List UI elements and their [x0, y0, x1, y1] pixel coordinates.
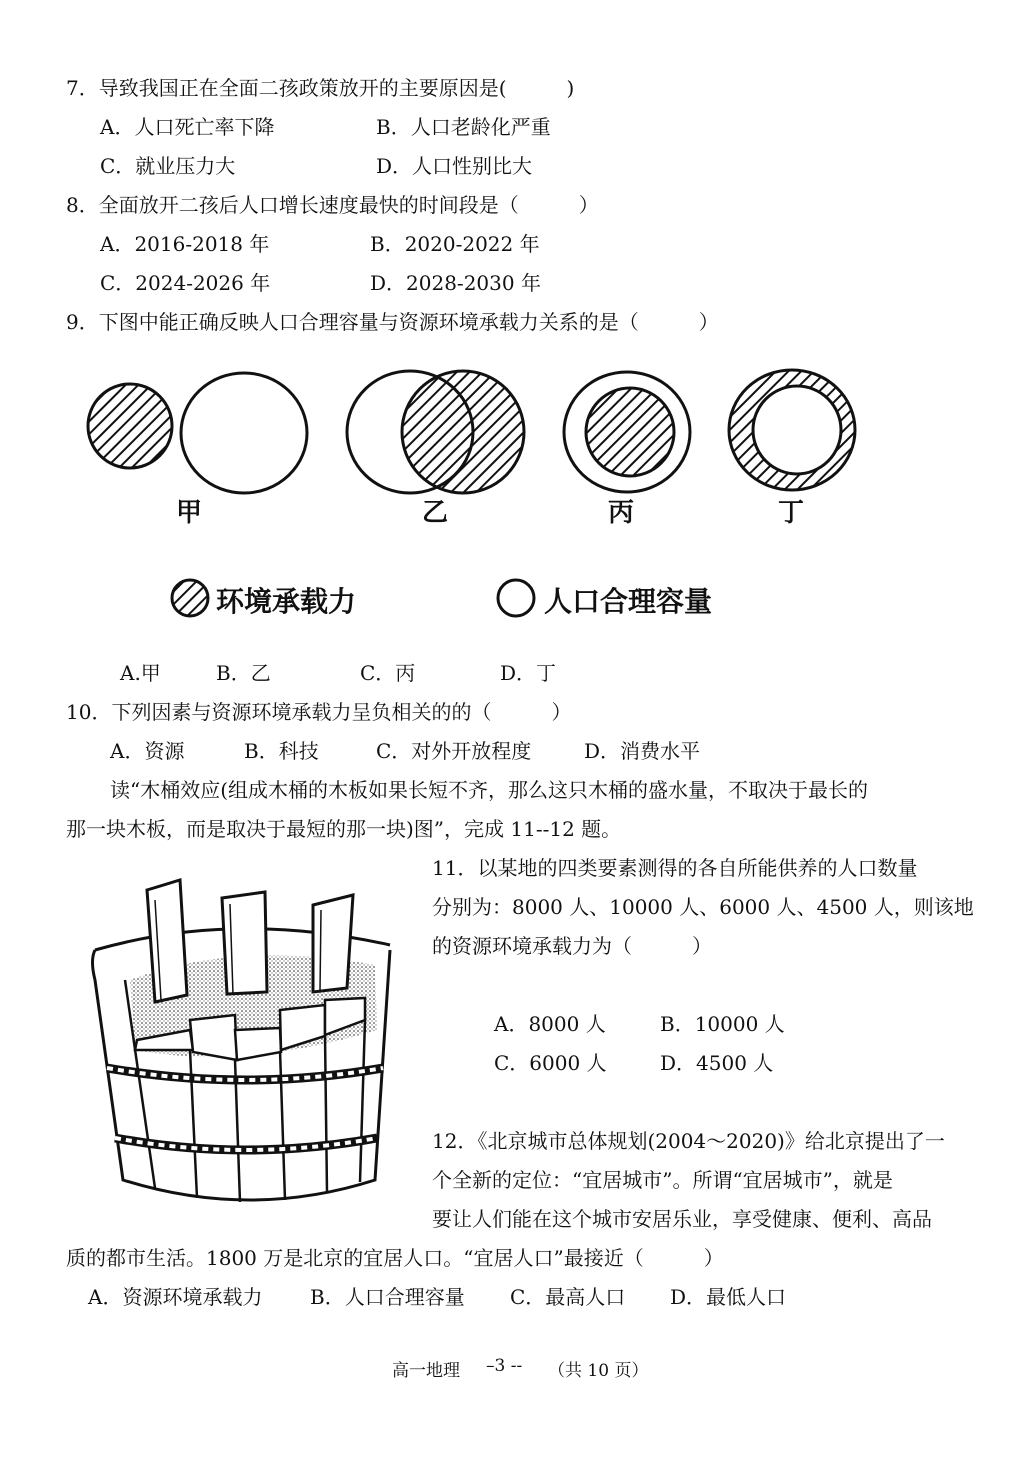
footer-subject: 高一地理	[392, 1361, 460, 1381]
q12-line-2: 个全新的定位：“宜居城市”。所谓“宜居城市”，就是	[432, 1168, 893, 1192]
legend-plain-icon	[498, 580, 534, 616]
q12-option-d: D．最低人口	[670, 1285, 787, 1309]
q12-line-3: 要让人们能在这个城市安居乐业，享受健康、便利、高品	[432, 1207, 932, 1231]
q7-stem: 7．导致我国正在全面二孩政策放开的主要原因是( )	[66, 76, 575, 100]
q10-option-c: C．对外开放程度	[376, 739, 532, 763]
q8-option-d: D．2028-2030 年	[370, 271, 541, 295]
figure-label-ding: 丁	[778, 498, 805, 528]
q10-option-b: B．科技	[244, 739, 319, 763]
q7-option-d: D．人口性别比大	[376, 154, 533, 178]
q12-option-b: B．人口合理容量	[310, 1285, 465, 1309]
q11-line-2: 分别为：8000 人、10000 人、6000 人、4500 人，则该地	[432, 895, 974, 919]
q8-stem: 8．全面放开二孩后人口增长速度最快的时间段是（ ）	[66, 193, 599, 217]
q8-option-b: B．2020-2022 年	[370, 232, 540, 256]
figure-label-yi: 乙	[422, 498, 449, 528]
wooden-bucket-figure	[85, 870, 415, 1230]
q11-line-3: 的资源环境承载力为（ ）	[432, 934, 712, 958]
legend-hatched-icon	[172, 580, 208, 616]
figure-yi	[347, 371, 524, 493]
figure-label-jia: 甲	[176, 498, 203, 528]
q12-line-4: 质的都市生活。1800 万是北京的宜居人口。“宜居人口”最接近（ ）	[66, 1246, 724, 1270]
q11-option-d: D．4500 人	[660, 1051, 774, 1075]
q11-line-1: 11．以某地的四类要素测得的各自所能供养的人口数量	[432, 856, 918, 880]
figure-ding	[729, 370, 855, 490]
footer-page-number: –3 --	[486, 1356, 523, 1376]
q9-option-c: C．丙	[360, 661, 416, 685]
q12-option-c: C．最高人口	[510, 1285, 626, 1309]
q9-option-d: D．丁	[500, 661, 557, 685]
q8-option-a: A．2016-2018 年	[100, 232, 270, 256]
reading-line-1: 读“木桶效应(组成木桶的木板如果长短不齐，那么这只木桶的盛水量，不取决于最长的	[110, 778, 869, 802]
circles-figure	[0, 0, 1031, 700]
q10-option-a: A．资源	[110, 739, 185, 763]
q10-stem: 10．下列因素与资源环境承载力呈负相关的的（ ）	[66, 700, 572, 724]
figure-label-bing: 丙	[608, 498, 635, 528]
q9-option-a: A.甲	[120, 661, 161, 685]
footer-total-pages: （共 10 页）	[548, 1361, 649, 1381]
q12-line-1: 12．《北京城市总体规划(2004～2020)》给北京提出了一	[432, 1129, 945, 1153]
reading-line-2: 那一块木板，而是取决于最短的那一块)图”，完成 11--12 题。	[66, 817, 622, 841]
q12-option-a: A．资源环境承载力	[88, 1285, 263, 1309]
q11-option-a: A．8000 人	[494, 1012, 606, 1036]
legend-plain-label: 人口合理容量	[544, 585, 713, 618]
q7-option-c: C．就业压力大	[100, 154, 236, 178]
q9-stem: 9．下图中能正确反映人口合理容量与资源环境承载力关系的是（ ）	[66, 310, 719, 334]
figure-bing	[564, 372, 690, 492]
q8-option-c: C．2024-2026 年	[100, 271, 271, 295]
q7-option-a: A．人口死亡率下降	[100, 115, 275, 139]
q10-option-d: D．消费水平	[584, 739, 701, 763]
q11-option-c: C．6000 人	[494, 1051, 607, 1075]
q11-option-b: B．10000 人	[660, 1012, 785, 1036]
q7-option-b: B．人口老龄化严重	[376, 115, 551, 139]
figure-jia	[88, 373, 307, 493]
q9-option-b: B．乙	[216, 661, 271, 685]
legend-hatched-label: 环境承载力	[216, 585, 357, 618]
